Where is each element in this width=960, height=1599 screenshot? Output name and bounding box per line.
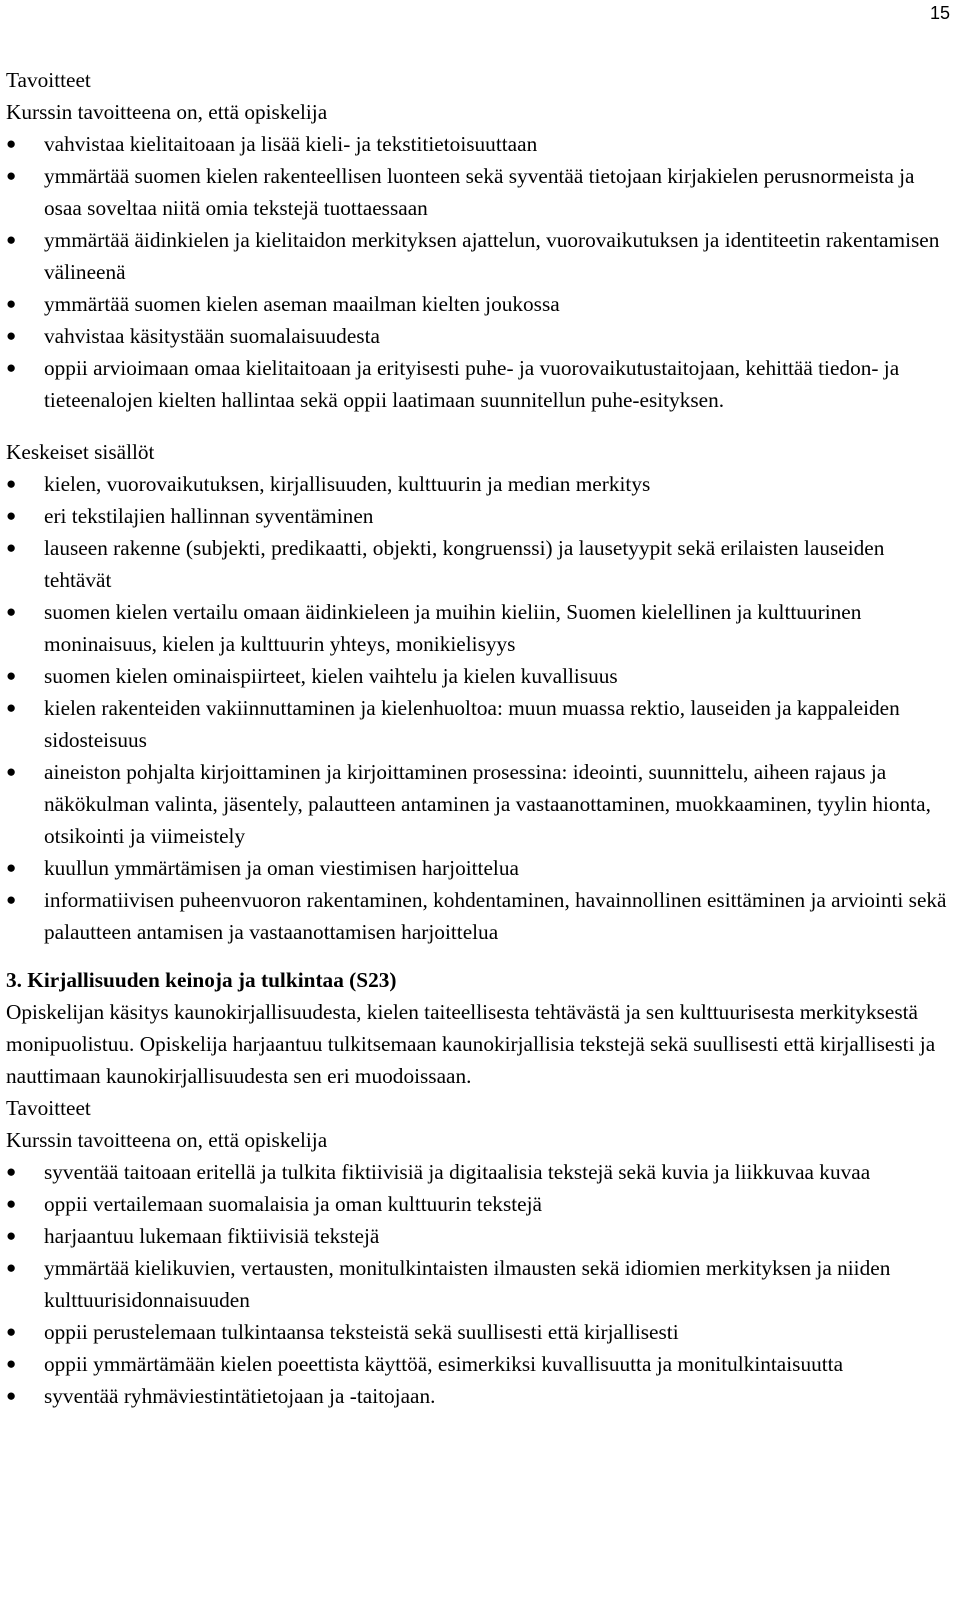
bullet-icon: ●: [6, 506, 17, 525]
goals-intro: Kurssin tavoitteena on, että opiskelija: [6, 1128, 328, 1152]
list-item: ● informatiivisen puheenvuoron rakentaminen, kohdentaminen, havainnollinen esittäminen ja arviointi sekä palautteen antamisen ja vastaanottamisen harjoittelua: [6, 884, 948, 948]
bullet-icon: ●: [6, 1226, 17, 1245]
list-item: ● syventää ryhmäviestintätietojaan ja -taitojaan.: [6, 1380, 948, 1412]
list-item: ● ymmärtää suomen kielen aseman maailman kielten joukossa: [6, 288, 948, 320]
list-item: ● ymmärtää kielikuvien, vertausten, monitulkintaisten ilmausten sekä idiomien merkityksen ja niiden kulttuurisidonnaisuuden: [6, 1252, 948, 1316]
bullet-icon: ●: [6, 1162, 17, 1181]
section-goals-list: [6, 1156, 954, 1412]
bullet-icon: ●: [6, 474, 17, 493]
bullet-icon: ●: [6, 698, 17, 717]
goals-intro: Kurssin tavoitteena on, että opiskelija: [6, 100, 328, 124]
bullet-icon: ●: [6, 1322, 17, 1341]
list-item: ● suomen kielen ominaispiirteet, kielen vaihtelu ja kielen kuvallisuus: [6, 660, 948, 692]
list-item: ● vahvistaa käsitystään suomalaisuudesta: [6, 320, 948, 352]
list-item: ● kielen, vuorovaikutuksen, kirjallisuuden, kulttuurin ja median merkitys: [6, 468, 948, 500]
bullet-icon: ●: [6, 1354, 17, 1373]
bullet-icon: ●: [6, 1194, 17, 1213]
goals-list: [6, 128, 954, 416]
section-title: 3. Kirjallisuuden keinoja ja tulkintaa (S23): [6, 968, 397, 992]
list-item: ● kuullun ymmärtämisen ja oman viestimisen harjoittelua: [6, 852, 948, 884]
bullet-icon: ●: [6, 166, 17, 185]
list-item: ● ymmärtää suomen kielen rakenteellisen luonteen sekä syventää tietojaan kirjakielen perusnormeista ja osaa soveltaa niitä omia tekstejä tuottaessaan: [6, 160, 948, 224]
list-item: ● oppii arvioimaan omaa kielitaitoaan ja erityisesti puhe- ja vuorovaikutustaitojaan, kehittää tiedon- ja tieteenalojen kielten hallintaa sekä oppii laatimaan suunnitellun puhe-esityksen.: [6, 352, 948, 416]
bullet-icon: ●: [6, 538, 17, 557]
bullet-icon: ●: [6, 666, 17, 685]
page-number: 15: [929, 3, 950, 23]
bullet-icon: ●: [6, 326, 17, 345]
goals-heading: Tavoitteet: [6, 68, 91, 92]
list-item: ● harjaantuu lukemaan fiktiivisiä tekstejä: [6, 1220, 948, 1252]
bullet-icon: ●: [6, 1258, 17, 1277]
bullet-icon: ●: [6, 858, 17, 877]
list-item: ● kielen rakenteiden vakiinnuttaminen ja kielenhuoltoa: muun muassa rektio, lauseiden ja kappaleiden sidosteisuus: [6, 692, 948, 756]
contents-heading: Keskeiset sisällöt: [6, 440, 155, 464]
bullet-icon: ●: [6, 294, 17, 313]
list-item: ● suomen kielen vertailu omaan äidinkieleen ja muihin kieliin, Suomen kielellinen ja kulttuurinen moninaisuus, kielen ja kulttuurin yhteys, monikielisyys: [6, 596, 948, 660]
contents-list: [6, 468, 954, 948]
bullet-icon: ●: [6, 230, 17, 249]
list-item: ● ymmärtää äidinkielen ja kielitaidon merkityksen ajattelun, vuorovaikutuksen ja identiteetin rakentamisen välineenä: [6, 224, 948, 288]
bullet-icon: ●: [6, 134, 17, 153]
list-item: ● vahvistaa kielitaitoaan ja lisää kieli- ja tekstitietoisuuttaan: [6, 128, 948, 160]
bullet-icon: ●: [6, 1386, 17, 1405]
goals-heading: Tavoitteet: [6, 1096, 91, 1120]
list-item: ● aineiston pohjalta kirjoittaminen ja kirjoittaminen prosessina: ideointi, suunnittelu, aiheen rajaus ja näkökulman valinta, jäsentely, palautteen antaminen ja vastaanottaminen, muokkaaminen, tyylin hionta, otsikointi ja viimeistely: [6, 756, 948, 852]
bullet-icon: ●: [6, 890, 17, 909]
bullet-icon: ●: [6, 762, 17, 781]
bullet-icon: ●: [6, 602, 17, 621]
list-item: ● oppii ymmärtämään kielen poeettista käyttöä, esimerkiksi kuvallisuutta ja monitulkintaisuutta: [6, 1348, 948, 1380]
list-item: ● syventää taitoaan eritellä ja tulkita fiktiivisiä ja digitaalisia tekstejä sekä kuvia ja liikkuvaa kuvaa: [6, 1156, 948, 1188]
list-item: ● lauseen rakenne (subjekti, predikaatti, objekti, kongruenssi) ja lausetyypit sekä erilaisten lauseiden tehtävät: [6, 532, 948, 596]
list-item: ● oppii perustelemaan tulkintaansa teksteistä sekä suullisesti että kirjallisesti: [6, 1316, 948, 1348]
bullet-icon: ●: [6, 358, 17, 377]
list-item: ● eri tekstilajien hallinnan syventäminen: [6, 500, 948, 532]
list-item: ● oppii vertailemaan suomalaisia ja oman kulttuurin tekstejä: [6, 1188, 948, 1220]
section-description: Opiskelijan käsitys kaunokirjallisuudesta, kielen taiteellisesta tehtävästä ja sen kulttuurisesta merkityksestä monipuolistuu. Opiskelija harjaantuu tulkitsemaan kaunokirjallisia tekstejä sekä suullisesti että kirjallisesti ja nauttimaan kaunokirjallisuudesta sen eri muodoissaan.: [6, 1000, 936, 1088]
document-body: [6, 64, 954, 1412]
